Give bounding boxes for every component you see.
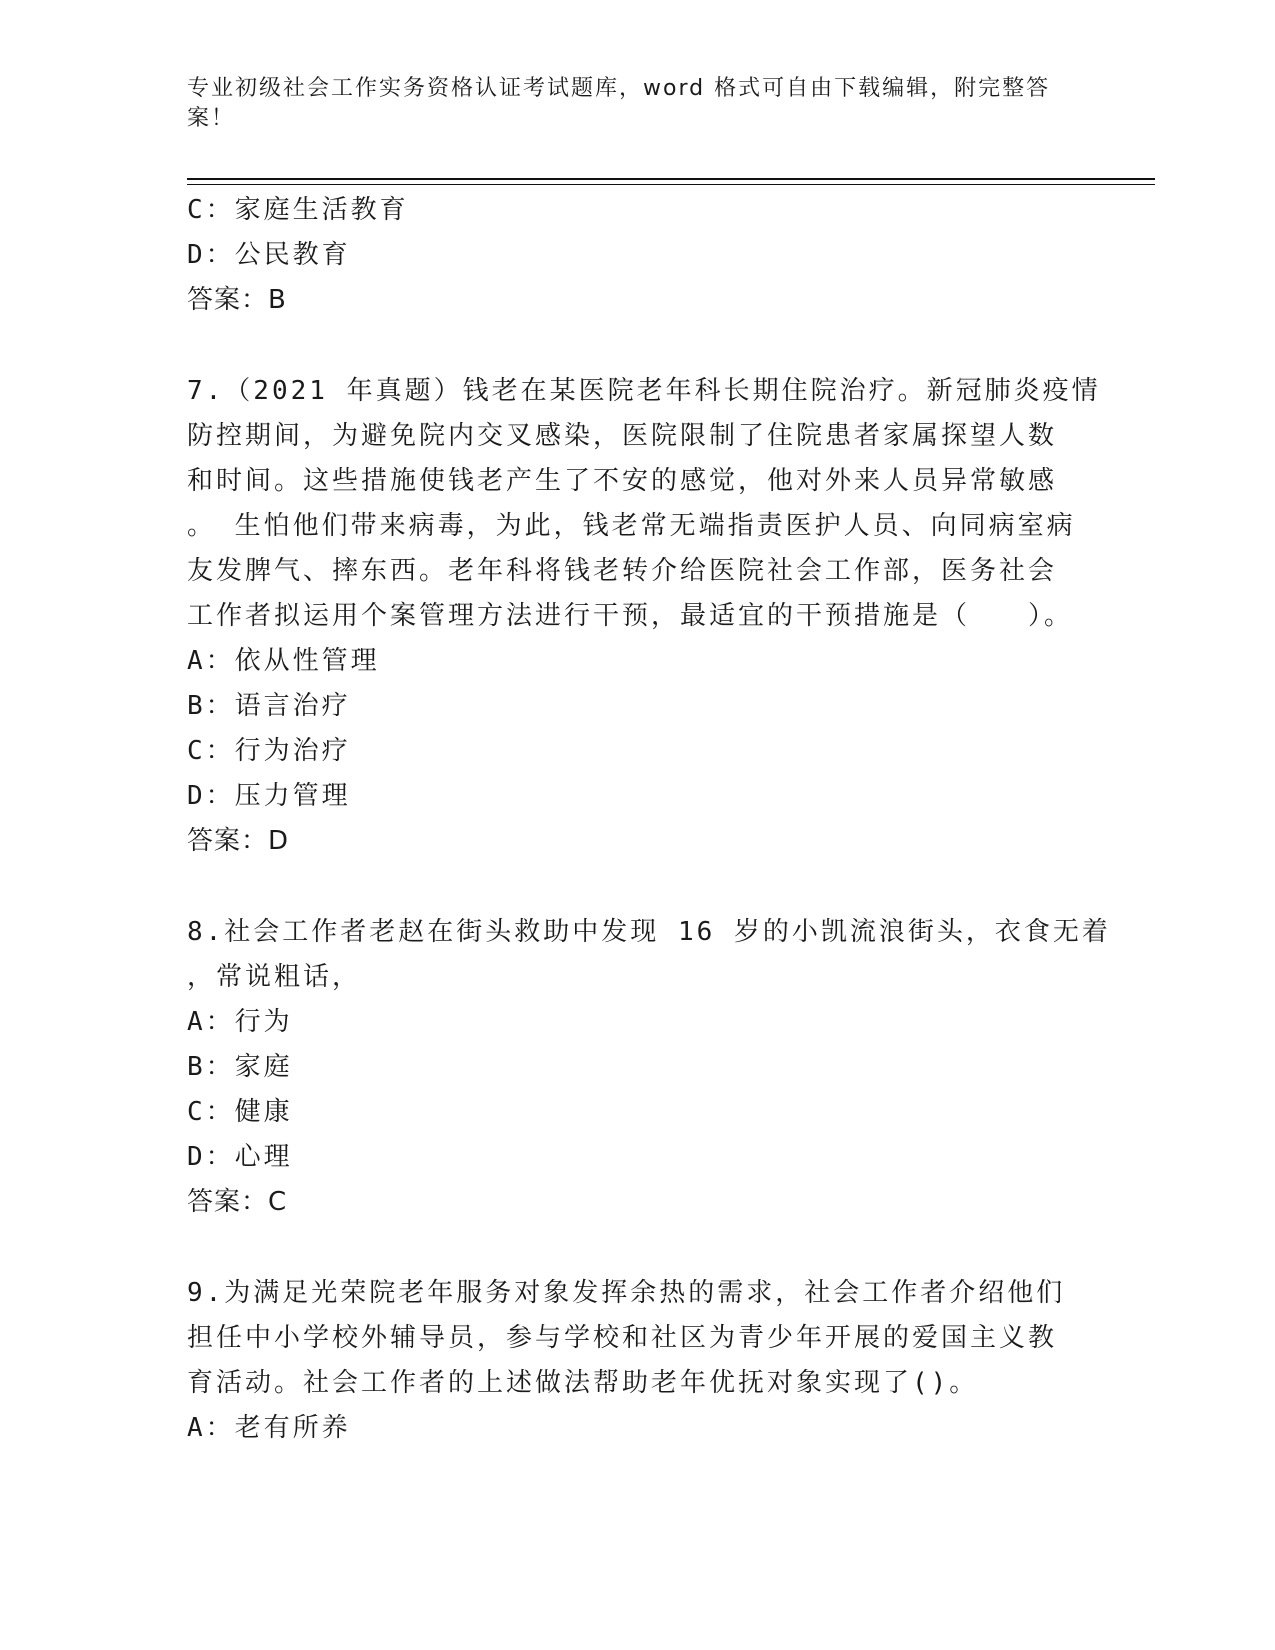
option-a: A：依从性管理	[187, 646, 380, 676]
header-divider	[187, 178, 1155, 180]
question-content	[187, 188, 1111, 1451]
option-b: B：语言治疗	[187, 691, 351, 721]
spacer	[187, 1225, 1067, 1271]
spacer	[187, 323, 1067, 369]
question-7	[187, 369, 1101, 864]
header-note-line: 案！	[187, 106, 236, 131]
question-line: 7.（2021 年真题）钱老在某医院老年科长期住院治疗。新冠肺炎疫情	[187, 376, 1101, 406]
question-9	[187, 1271, 1067, 1451]
option-b: B：家庭	[187, 1052, 293, 1082]
question-line: 和时间。这些措施使钱老产生了不安的感觉，他对外来人员异常敏感	[187, 466, 1058, 496]
header-divider-thin	[187, 184, 1155, 185]
option-d: D：心理	[187, 1142, 293, 1172]
option-a: A：行为	[187, 1007, 293, 1037]
question-8	[187, 910, 1111, 1225]
option-c: C：健康	[187, 1097, 293, 1127]
header-note-line: 专业初级社会工作实务资格认证考试题库，word 格式可自由下载编辑，附完整答	[187, 76, 1051, 101]
question-line: 9.为满足光荣院老年服务对象发挥余热的需求，社会工作者介绍他们	[187, 1278, 1066, 1308]
question-line: 育活动。社会工作者的上述做法帮助老年优抚对象实现了()。	[187, 1368, 979, 1398]
question-line: 8.社会工作者老赵在街头救助中发现 16 岁的小凯流浪街头，衣食无着	[187, 917, 1111, 947]
answer-line: 答案：C	[187, 1187, 288, 1217]
question-line: 友发脾气、摔东西。老年科将钱老转介给医院社会工作部，医务社会	[187, 556, 1058, 586]
previous-question	[187, 188, 1067, 323]
question-line: 。 生怕他们带来病毒，为此，钱老常无端指责医护人员、向同病室病	[187, 511, 1076, 541]
question-9-stem	[187, 1271, 1067, 1406]
question-line: ，常说粗话，	[187, 962, 362, 992]
header-note	[187, 74, 1087, 134]
option-d: D：压力管理	[187, 781, 351, 811]
option-c: C：家庭生活教育	[187, 195, 409, 225]
answer-line: 答案：B	[187, 285, 287, 315]
spacer	[187, 864, 1067, 910]
option-c: C：行为治疗	[187, 736, 351, 766]
option-a: A：老有所养	[187, 1413, 351, 1443]
answer-line: 答案：D	[187, 826, 290, 856]
question-7-stem	[187, 369, 1101, 639]
question-line: 工作者拟运用个案管理方法进行干预，最适宜的干预措施是（ ）。	[187, 601, 1074, 631]
question-8-stem	[187, 910, 1111, 1000]
option-d: D：公民教育	[187, 240, 351, 270]
question-line: 防控期间，为避免院内交叉感染，医院限制了住院患者家属探望人数	[187, 421, 1058, 451]
question-line: 担任中小学校外辅导员，参与学校和社区为青少年开展的爱国主义教	[187, 1323, 1058, 1353]
